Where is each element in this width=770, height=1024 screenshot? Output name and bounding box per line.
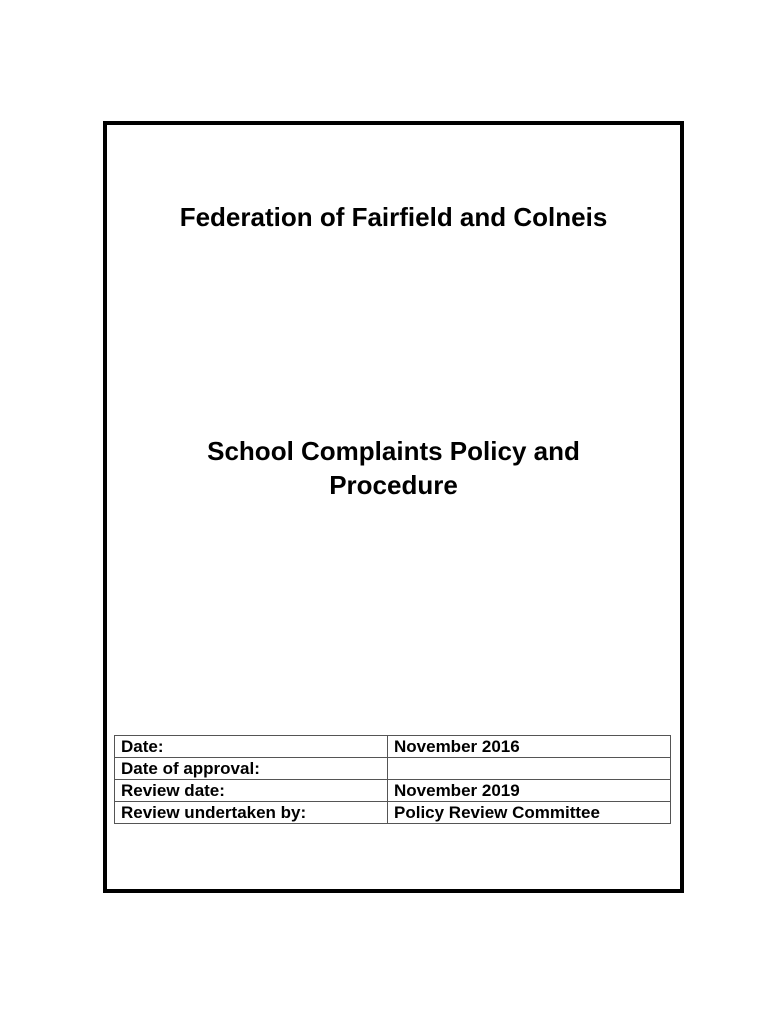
table-value-date: November 2016 [388, 736, 671, 758]
document-title-line-1: School Complaints Policy and [207, 436, 580, 466]
document-title [147, 434, 640, 502]
table-label-reviewer: Review undertaken by: [115, 802, 388, 824]
table-row-approval [115, 758, 671, 780]
cover-border-frame [103, 121, 684, 893]
document-title-line-2: Procedure [329, 470, 458, 500]
table-label-date: Date: [115, 736, 388, 758]
table-label-approval: Date of approval: [115, 758, 388, 780]
table-row-date [115, 736, 671, 758]
table-value-approval [388, 758, 671, 780]
table-row-reviewer [115, 802, 671, 824]
table-value-reviewer: Policy Review Committee [388, 802, 671, 824]
table-label-review-date: Review date: [115, 780, 388, 802]
table-row-review-date [115, 780, 671, 802]
document-details-table [114, 735, 671, 824]
table-value-review-date: November 2019 [388, 780, 671, 802]
organisation-name: Federation of Fairfield and Colneis [179, 202, 608, 232]
